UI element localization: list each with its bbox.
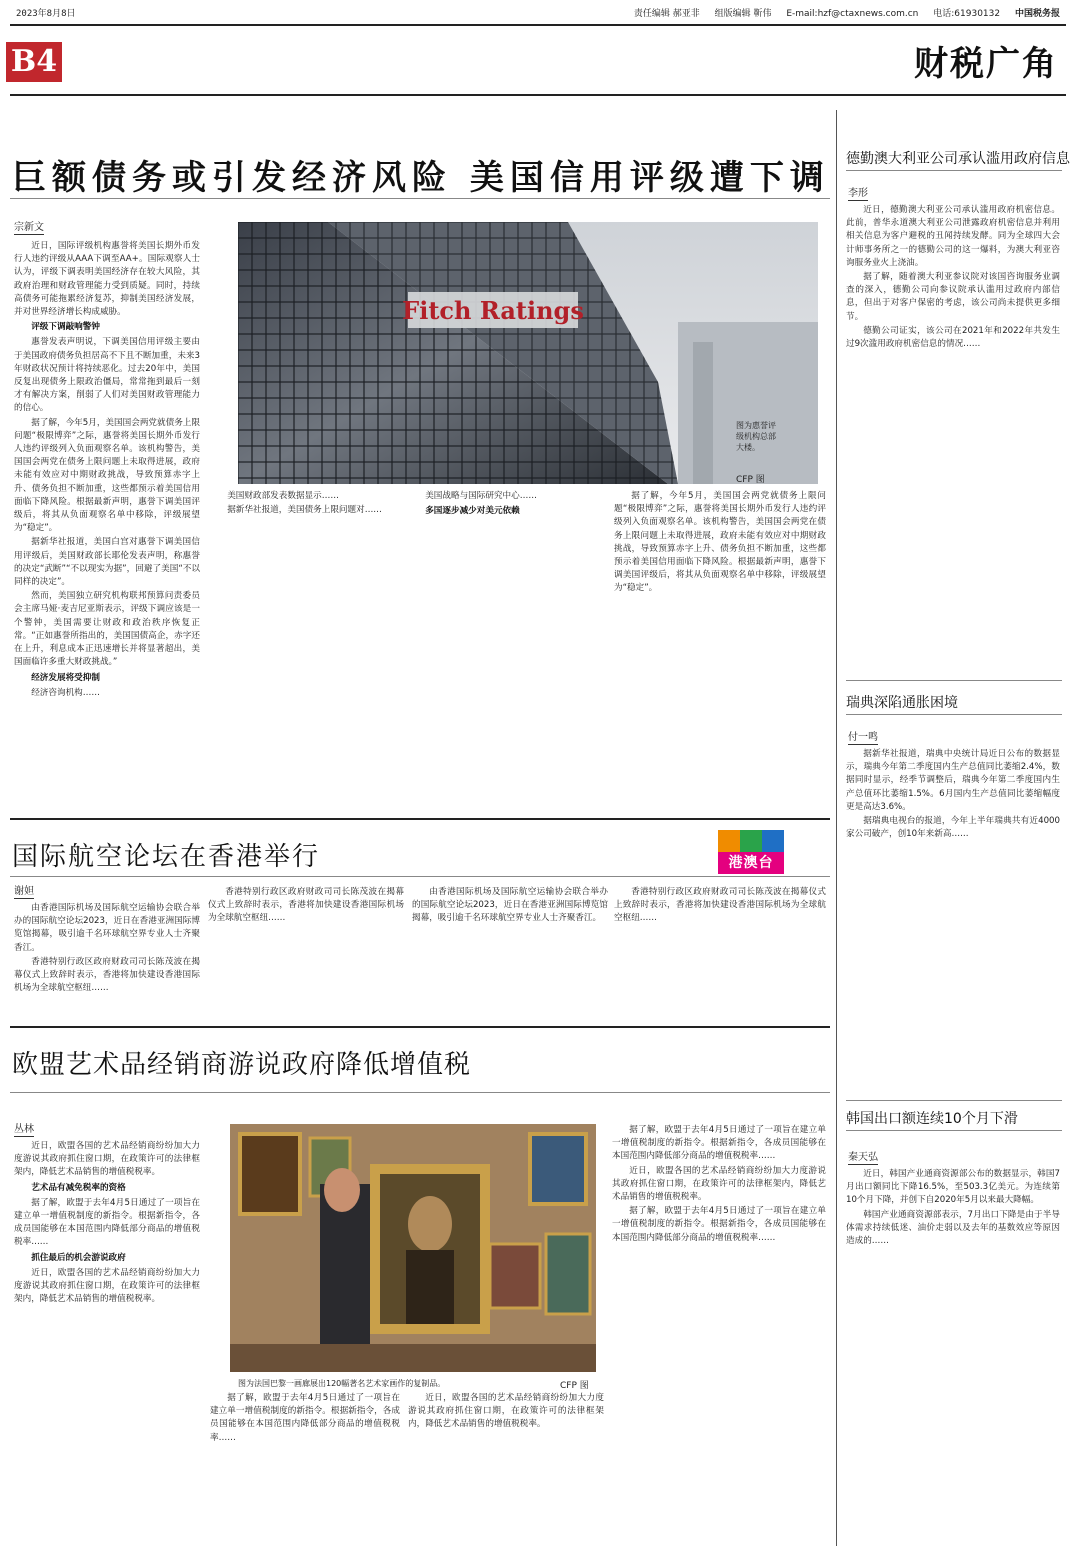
article2-col-1	[14, 902, 200, 1020]
sidebar-rule	[846, 170, 1062, 171]
article3-photo-credit: CFP 图	[560, 1381, 589, 1391]
sidebar3-body	[846, 1168, 1060, 1544]
paragraph: 香港特别行政区政府财政司司长陈茂波在揭幕仪式上致辞时表示，香港将加快建设香港国际机场为全球航空枢纽……	[14, 956, 200, 994]
article1-photo-caption: 图为惠誉评级机构总部大楼。	[736, 421, 776, 452]
gangaotai-logo	[718, 830, 784, 874]
editor-credit: 责任编辑 郝亚非	[633, 9, 700, 19]
article1-col-3	[408, 490, 606, 762]
paragraph: 据新华社报道，美国债务上限问题对……	[227, 505, 382, 516]
paragraph: 香港特别行政区政府财政司司长陈茂波在揭幕仪式上致辞时表示，香港将加快建设香港国际机场为全球航空枢纽……	[614, 887, 826, 924]
paragraph: 韩国产业通商资源部表示，7月出口下降是由于半导体需求持续低迷、油价走弱以及去年的基数效应等原因造成的……	[846, 1209, 1060, 1247]
paragraph: 近日，韩国产业通商资源部公布的数据显示，韩国7月出口额同比下降16.5%，至503.3亿美元。为连续第10个月下降，并创下自2020年5月以来最大降幅。	[846, 1169, 1060, 1206]
header-meta	[622, 6, 1060, 22]
fitch-building-photo	[238, 222, 818, 484]
paragraph: 据新华社报道，瑞典中央统计局近日公布的数据显示，瑞典今年第二季度国内生产总值同比萎缩2.4%，数据同时显示，经季节调整后，瑞典今年第二季度国内生产总值环比萎缩1.5%。6月国内生产总值同比萎缩幅度更是高达3.6%。	[846, 749, 1060, 812]
building-illustration	[238, 222, 818, 484]
article1-headline: 巨额债务或引发经济风险 美国信用评级遭下调	[12, 158, 830, 198]
gallery-illustration	[230, 1124, 596, 1372]
section-divider	[10, 1026, 830, 1028]
sidebar1-author: 李形	[848, 184, 868, 201]
gallery-photo	[230, 1124, 596, 1372]
article3-col-2	[210, 1392, 400, 1544]
paragraph: 然而，美国独立研究机构联邦预算问责委员会主席马娅·麦吉尼亚斯表示，评级下调应该是一个警钟，美国需要让财政和政治秩序恢复正常。“正如惠誉所指出的，美国国债高企，赤字还在上升，利息成本正迅速增长并将显著超出，美国面临许多重大财政挑战。”	[14, 591, 200, 668]
paragraph: 据新华社报道，美国白宫对惠誉下调美国信用评级后，美国财政部长耶伦发表声明，称惠誉的决定“武断”“不以现实为据”，回避了美国“不以同样的决定”。	[14, 537, 200, 588]
headline-rule	[10, 876, 830, 877]
subhead: 抓住最后的机会游说政府	[31, 1252, 126, 1263]
headline-rule	[10, 1092, 830, 1093]
article3-col-4	[612, 1124, 826, 1544]
issue-date: 2023年8月8日	[16, 9, 76, 19]
paragraph: 美国战略与国际研究中心……	[425, 491, 537, 501]
paragraph: 近日，欧盟各国的艺术品经销商纷纷加大力度游说其政府抓住窗口期，在政策许可的法律框架内，降低艺术品销售的增值税税率。	[612, 1165, 826, 1203]
paragraph: 由香港国际机场及国际航空运输协会联合举办的国际航空论坛2023，近日在香港亚洲国际博览馆揭幕，吸引逾千名环球航空界专业人士齐聚香江。	[412, 887, 608, 924]
article3-col-3	[408, 1392, 604, 1544]
article2-col-4	[614, 886, 826, 1020]
fitch-sign: Fitch Ratings	[402, 296, 584, 325]
paragraph: 据了解，欧盟于去年4月5日通过了一项旨在建立单一增值税制度的新指令。根据新指令，各成员国能够在本国范围内降低部分商品的增值税税率……	[14, 1197, 200, 1248]
article3-photo-caption: 图为法国巴黎一画廊展出120幅著名艺术家画作的复制品。	[238, 1379, 446, 1388]
page-header	[16, 6, 1060, 22]
sidebar3-author: 秦天弘	[848, 1148, 878, 1165]
paragraph: 据了解，欧盟于去年4月5日通过了一项旨在建立单一增值税制度的新指令。根据新指令，各成员国能够在本国范围内降低部分商品的增值税税率……	[612, 1125, 826, 1162]
paragraph: 近日，国际评级机构惠誉将美国长期外币发行人违约评级从AAA下调至AA+。国际观察人士认为，评级下调表明美国经济存在较大风险，其政府治理和财政管理能力受到质疑。同时，持续高债务可能拖累经济复苏，抑制美国经济发展，并对世界经济增长构成威胁。	[14, 241, 200, 318]
header-rule	[10, 24, 1066, 26]
subhead: 多国逐步减少对美元依赖	[425, 506, 520, 517]
article3-headline: 欧盟艺术品经销商游说政府降低增值税	[12, 1050, 472, 1080]
email-contact: E-mail:hzf@ctaxnews.com.cn	[786, 9, 919, 19]
paragraph: 美国财政部发表数据显示……	[227, 491, 339, 501]
article2-col-2	[208, 886, 404, 1020]
sidebar2-title: 瑞典深陷通胀困境	[846, 695, 958, 711]
article2-author: 谢妲	[14, 882, 34, 899]
paragraph: 据了解，欧盟于去年4月5日通过了一项旨在建立单一增值税制度的新指令。根据新指令，各成员国能够在本国范围内降低部分商品的增值税税率……	[612, 1206, 826, 1243]
paragraph: 据了解，今年5月，美国国会两党就债务上限问题“极限博弈”之际，惠誉将美国长期外币发行人违约评级列入负面观察名单。该机构警告，美国国会两党在债务上限问题上未取得进展，政府未能有效应对中期财政挑战，导致预算赤字上升、债务负担不断加重，这些都预示着美国信用面临下降风险。根据最新声明，惠誉下调美国评级后，将其从负面观察名单中移除，评级展望为“稳定”。	[614, 491, 826, 594]
paragraph: 由香港国际机场及国际航空运输协会联合举办的国际航空论坛2023，近日在香港亚洲国际博览馆揭幕，吸引逾千名环球航空界专业人士齐聚香江。	[14, 903, 200, 953]
subhead: 艺术品有减免税率的资格	[31, 1182, 126, 1193]
paragraph: 据了解，随着澳大利亚参议院对该国咨询服务业调查的深入，德勤公司向参议院承认滥用过政府内部信息，但出于对客户保密的考虑，该公司尚未提供更多细节。	[846, 272, 1060, 322]
designer-credit: 组版编辑 靳伟	[714, 9, 772, 19]
sidebar3-title: 韩国出口额连续10个月下滑	[846, 1111, 1018, 1127]
paragraph: 香港特别行政区政府财政司司长陈茂波在揭幕仪式上致辞时表示，香港将加快建设香港国际机场为全球航空枢纽……	[208, 887, 404, 924]
paragraph: 惠誉发表声明说，下调美国信用评级主要由于美国政府债务负担居高不下且不断加重，未来3年财政状况预计将持续恶化。过去20年中，美国反复出现债务上限政治僵局，常常拖到最后一刻才有解决方案，削弱了人们对美国财政管理能力的信心。	[14, 337, 200, 414]
article3-col-1	[14, 1140, 200, 1544]
section-divider	[10, 818, 830, 820]
article2-headline: 国际航空论坛在香港举行	[12, 842, 321, 872]
sidebar1-title: 德勤澳大利亚公司承认滥用政府信息	[846, 151, 1070, 167]
masthead-rule	[10, 94, 1066, 96]
sidebar2-author: 付一鸣	[848, 728, 878, 745]
sidebar-rule	[846, 680, 1062, 681]
article2-col-3	[412, 886, 608, 1020]
subhead: 评级下调敲响警钟	[31, 322, 100, 333]
article1-col-4	[614, 490, 826, 762]
page-number-badge: B4	[6, 42, 62, 82]
paragraph: 经济咨询机构……	[31, 687, 100, 698]
paragraph: 据瑞典电视台的报道，今年上半年瑞典共有近4000家公司破产，创10年来新高……	[846, 816, 1060, 840]
paragraph: 近日，欧盟各国的艺术品经销商纷纷加大力度游说其政府抓住窗口期，在政策许可的法律框架内，降低艺术品销售的增值税税率。	[14, 1141, 200, 1178]
column-title: 财税广角	[914, 44, 1058, 84]
article3-author: 丛林	[14, 1120, 34, 1137]
sidebar-rule	[846, 714, 1062, 715]
paragraph: 德勤公司证实，该公司在2021年和2022年共发生过9次滥用政府机密信息的情况……	[846, 325, 1060, 350]
sidebar-rule	[846, 1100, 1062, 1101]
paragraph: 近日，欧盟各国的艺术品经销商纷纷加大力度游说其政府抓住窗口期，在政策许可的法律框架内，降低艺术品销售的增值税税率。	[408, 1393, 604, 1430]
paragraph: 近日，德勤澳大利亚公司承认滥用政府机密信息。此前，普华永道澳大利亚公司泄露政府机密信息并利用相关信息为客户避税的丑闻持续发酵。同为全球四大会计师事务所之一的德勤公司的这一爆料，为澳大利亚咨询服务业火上浇油。	[846, 205, 1060, 268]
paragraph: 据了解，今年5月，美国国会两党就债务上限问题“极限博弈”之际，惠誉将美国长期外币发行人违约评级列入负面观察名单。该机构警告，美国国会两党在债务上限问题上未取得进展，政府未能有效应对中期财政挑战，导致预算赤字上升、债务负担不断加重，这些都预示着美国信用面临下降风险。根据最新声明，惠誉下调美国评级后，将其从负面观察名单中移除，评级展望为“稳定”。	[14, 417, 200, 534]
article1-author: 宗新文	[14, 218, 44, 235]
sidebar1-body	[846, 204, 1060, 666]
article1-col-2	[210, 490, 400, 762]
sidebar-rule	[846, 1130, 1062, 1131]
article1-photo-credit: CFP 图	[736, 475, 765, 485]
paragraph: 据了解，欧盟于去年4月5日通过了一项旨在建立单一增值税制度的新指令。根据新指令，各成员国能够在本国范围内降低部分商品的增值税税率……	[210, 1393, 400, 1443]
newspaper-name: 中国税务报	[1014, 9, 1060, 19]
phone-contact: 电话:61930132	[933, 9, 1001, 19]
sidebar-divider	[836, 110, 837, 1546]
article1-col-1	[14, 240, 200, 760]
sidebar2-body	[846, 748, 1060, 1086]
paragraph: 近日，欧盟各国的艺术品经销商纷纷加大力度游说其政府抓住窗口期，在政策许可的法律框架内，降低艺术品销售的增值税税率。	[14, 1267, 200, 1305]
headline-rule	[10, 198, 830, 199]
subhead: 经济发展将受抑制	[31, 672, 100, 683]
logo-text: 港澳台	[718, 852, 784, 874]
